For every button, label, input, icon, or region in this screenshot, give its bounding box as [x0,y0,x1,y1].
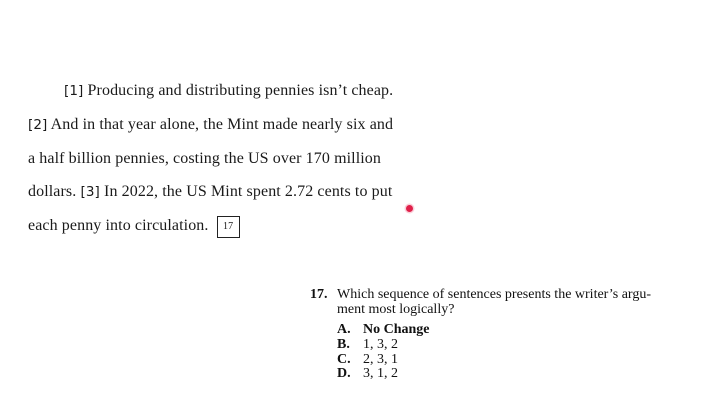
question-text-line: ment most logically? [337,302,455,317]
choice-label: C. [337,351,351,367]
passage-line [28,209,438,243]
choice-label: B. [337,336,350,352]
passage-line [28,142,438,176]
sentence-number: [2] [28,116,48,133]
cursor-indicator [406,205,413,212]
sentence-number: [3] [80,184,100,201]
choice-text: No Change [363,322,430,337]
sentence-text: And in that year alone, the Mint made nearly six and [50,115,394,133]
question-number: 17. [310,287,328,302]
answer-choices [337,323,690,382]
sentence-number: [1] [64,83,84,99]
answer-choice-c[interactable] [337,353,690,368]
question-number-box[interactable]: 17 [217,216,240,238]
passage-line [28,175,438,209]
passage-line [28,108,438,142]
question-text-line: Which sequence of sentences presents the writer’s argu- [337,287,651,302]
answer-choice-d[interactable] [337,367,690,382]
choice-text: 1, 3, 2 [363,336,398,352]
answer-choice-b[interactable] [337,338,690,353]
choice-text: 2, 3, 1 [363,351,398,367]
sentence-text: each penny into circulation. [28,217,209,235]
choice-text: 3, 1, 2 [363,366,398,382]
question-block [310,287,690,382]
sentence-text: In 2022, the US Mint spent 2.72 cents to put [104,183,393,201]
passage [28,74,438,243]
question-text [337,287,690,317]
sentence-text: dollars. [28,183,77,201]
sentence-text: a half billion pennies, costing the US over 170 million [28,149,382,167]
choice-label: D. [337,366,351,382]
question-stem [310,287,690,317]
choice-label: A. [337,322,351,337]
sentence-text: Producing and distributing pennies isn’t cheap. [87,82,394,99]
answer-choice-a[interactable] [337,323,690,338]
passage-line [28,74,438,108]
